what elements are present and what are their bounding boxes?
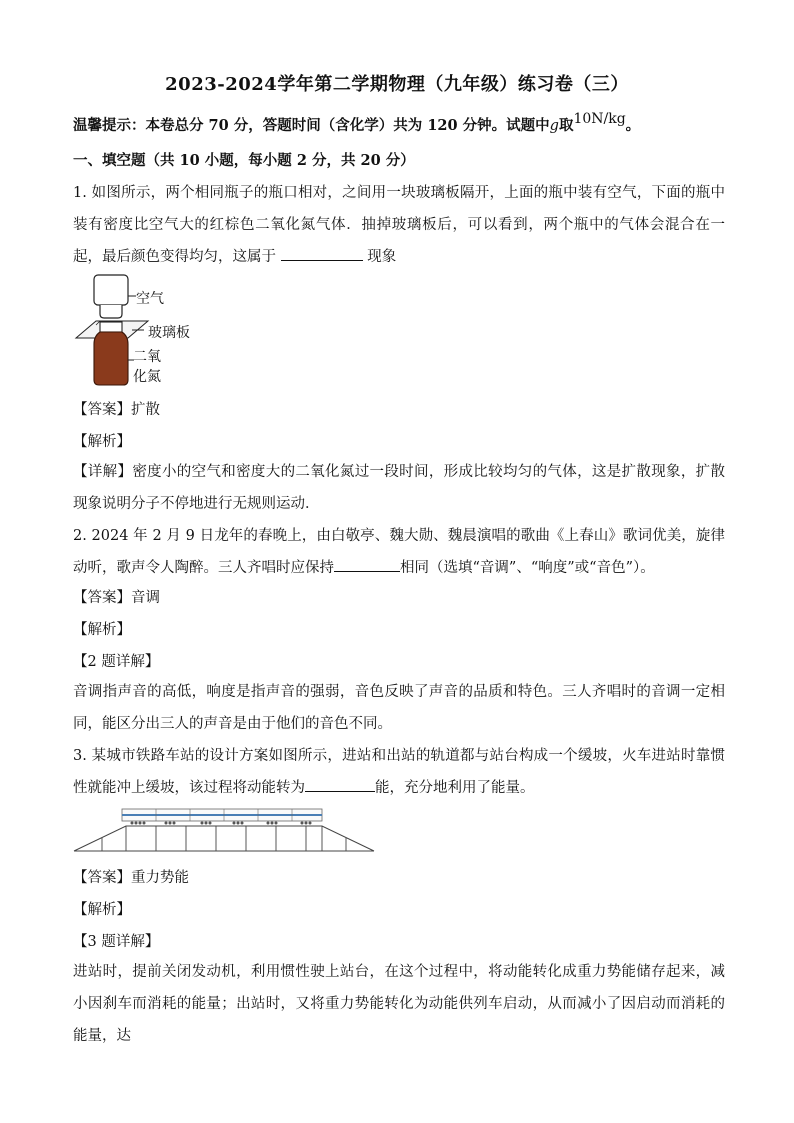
q2-stem: 2. 2024 年 2 月 9 日龙年的春晚上，由白敬亭、魏大勋、魏晨演唱的歌曲《上春山》歌词优美，旋律动听，歌声令人陶醉。三人齐唱时应保持 [73,528,725,576]
q3-blank [305,779,375,792]
label-glass-plate: 玻璃板 [148,325,190,341]
q1-stem: 1. 如图所示，两个相同瓶子的瓶口相对，之间用一块玻璃板隔开，上面的瓶中装有空气，下面的瓶中装有密度比空气大的红棕色二氧化氮气体．抽掉玻璃板后，可以看到，两个瓶中的气体会混合在一起，最后颜色变得均匀，这属于 [73,185,725,265]
q1-text [73,177,725,273]
exam-hint [73,111,641,135]
q2-text [73,520,725,584]
q3-detail-tag: 【3 题详解】 [73,934,160,950]
answer-value: 音调 [131,590,160,606]
answer-tag: 【答案】 [73,870,131,886]
q3-answer [73,866,189,887]
q2-answer [73,586,160,607]
hint-unit: 10N/kg [573,111,626,127]
q3-analysis-tag: 【解析】 [73,902,131,918]
q3-stem-end: 能，充分地利用了能量。 [375,780,535,796]
q2-detail: 音调指声音的高低，响度是指声音的强弱，音色反映了声音的品质和特色。三人齐唱时的音调一定相同，能区分出三人的声音是由于他们的音色不同。 [73,684,725,732]
answer-tag: 【答案】 [73,590,131,606]
q1-detail [73,456,725,520]
hint-g: g [549,118,559,134]
q3-detail: 进站时，提前关闭发动机，利用惯性驶上站台，在这个过程中，将动能转化成重力势能储存起来，减小因刹车而消耗的能量；出站时，又将重力势能转化为动能供列车启动，从而减小了因启动而消耗的能量，达 [73,964,725,1044]
q1-stem-end: 现象 [367,249,397,265]
q2-stem-end: 相同（选填“音调”、“响度”或“音色”）。 [400,560,655,576]
label-air: 空气 [136,291,164,307]
label-no2-line1: 二氧 [133,349,161,365]
label-no2-line2: 化氮 [133,369,161,385]
answer-value: 重力势能 [131,870,189,886]
hint-end: 。 [625,117,641,134]
detail-tag: 【详解】 [73,464,133,480]
page-title: 2023-2024学年第二学期物理（九年级）练习卷（三） [165,74,629,95]
answer-tag: 【答案】 [73,402,131,418]
section-heading: 一、填空题（共 10 小题，每小题 2 分，共 20 分） [73,152,415,169]
q1-blank [281,248,363,261]
hint-take: 取 [558,117,574,134]
q1-answer [73,398,160,419]
q2-detail-tag: 【2 题详解】 [73,654,160,670]
detail-text: 密度小的空气和密度大的二氧化氮过一段时间，形成比较均匀的气体，这是扩散现象，扩散现象说明分子不停地进行无规则运动． [73,464,726,512]
hint-text: 温馨提示：本卷总分 70 分，答题时间（含化学）共为 120 分钟。试题中 [73,117,550,134]
q3-text [73,740,725,804]
answer-value: 扩散 [131,402,160,418]
q2-blank [334,559,400,572]
q3-stem: 3. 某城市铁路车站的设计方案如图所示，进站和出站的轨道都与站台构成一个缓坡，火车进站时靠惯性就能冲上缓坡，该过程将动能转为 [73,748,725,796]
railway-station-figure [72,806,376,854]
q2-analysis-tag: 【解析】 [73,622,131,638]
q1-analysis-tag: 【解析】 [73,434,131,450]
